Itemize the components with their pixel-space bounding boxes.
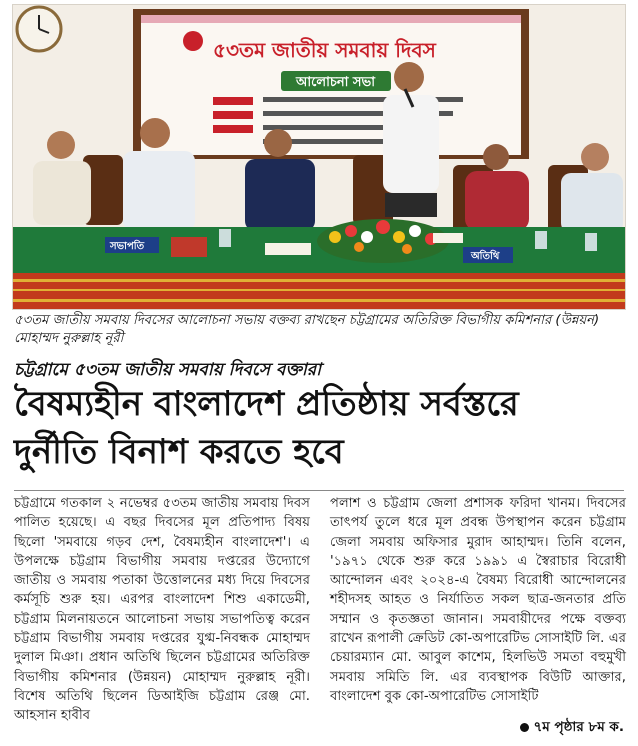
news-photo (12, 4, 626, 310)
flower-bouquet-icon (317, 219, 449, 263)
body-column-right: পলাশ ও চট্টগ্রাম জেলা প্রশাসক ফরিদা খানম। দিবসের তাৎপর্য তুলে ধরে মূল প্রবন্ধ উপস্থাপন করেন চট্টগ্রাম জেলা সমবায় অফিসার মুরাদ আহাম্মদ। তিনি বলেন, '১৯৭১ থেকে শুরু করে ১৯৯১ এ স্বৈরাচার বিরোধী আন্দোলন এবং ২০২৪-এ বৈষম্য বিরোধী আন্দোলনের শহীদসহ আহত ও নির্যাতিত সকল ছাত্র-জনতার প্রতি সম্মান ও কৃতজ্ঞতা জানান। সমবায়ীদের পক্ষে বক্তব্য রাখেন রূপালী ক্রেডিট কো-অপারেটিভ সোসাইটি লি. এর চেয়ারম্যান মো. আবুল কাশেম, হিলভিউ সমতা বহুমুখী সমবায় সমিতি লি. এর ব্যবস্থাপক বিউটি আক্তার, বাংলাদেশ বুক কো-অপারেটিভ সোসাইটি (330, 496, 626, 704)
logo-emblem-icon (183, 31, 203, 51)
wall-clock-icon (17, 7, 61, 51)
continuation-text: ৭ম পৃষ্ঠার ৮ম ক. (533, 719, 624, 735)
headline-line-2: দুর্নীতি বিনাশ করতে হবে (14, 432, 344, 472)
bullet-icon (520, 723, 529, 732)
divider-line (14, 490, 624, 491)
headline-line-1: বৈষম্যহীন বাংলাদেশ প্রতিষ্ঠায় সর্বস্তরে (14, 384, 519, 424)
chair-nameplate: সভাপতি (110, 241, 145, 252)
banner-subtitle: আলোচনা সভা (296, 75, 375, 90)
continuation-note (520, 716, 624, 739)
photo-caption: ৫৩তম জাতীয় সমবায় দিবসের আলোচনা সভায় বক্তব্য রাখছেন চট্টগ্রামের অতিরিক্ত বিভাগীয় কমিশনার (উন্নয়ন) মোহাম্মদ নুরুল্লাহ নূরী (14, 313, 600, 346)
kicker-line: চট্টগ্রামে ৫৩তম জাতীয় সমবায় দিবসে বক্তারা (14, 360, 322, 380)
guest-nameplate: অতিথি (471, 251, 500, 262)
banner-title: ৫৩তম জাতীয় সমবায় দিবস (213, 38, 436, 62)
headline (14, 380, 628, 476)
table-cloth (13, 227, 625, 277)
body-column-left: চট্টগ্রামে গতকাল ২ নভেম্বর ৫৩তম জাতীয় সমবায় দিবস পালিত হয়েছে। এ বছর দিবসের মূল প্রতিপাদ্য বিষয় ছিলো 'সমবায়ে গড়ব দেশ, বৈষম্যহীন বাংলাদেশ'। এ উপলক্ষে চট্টগ্রাম বিভাগীয় সমবায় দপ্তরের উদ্যোগে জাতীয় ও সমবায় পতাকা উত্তোলনের মধ্য দিয়ে দিবসের কর্মসূচি শুরু হয়। এরপর বাংলাদেশ শিশু একাডেমী, চট্টগ্রাম মিলনায়তনে আলোচনা সভায় সভাপতিত্ব করেন চট্টগ্রাম বিভাগীয় সমবায় দপ্তরের যুগ্ম-নিবন্ধক মোহাম্মদ দুলাল মিঞা। প্রধান অতিথি ছিলেন চট্টগ্রামের অতিরিক্ত বিভাগীয় কমিশনার (উন্নয়ন) মোহাম্মদ নুরুল্লাহ নূরী। বিশেষ অতিথি ছিলেন ডিআইজি চট্টগ্রাম রেঞ্জ মো. আহসান হাবীব (14, 496, 310, 724)
